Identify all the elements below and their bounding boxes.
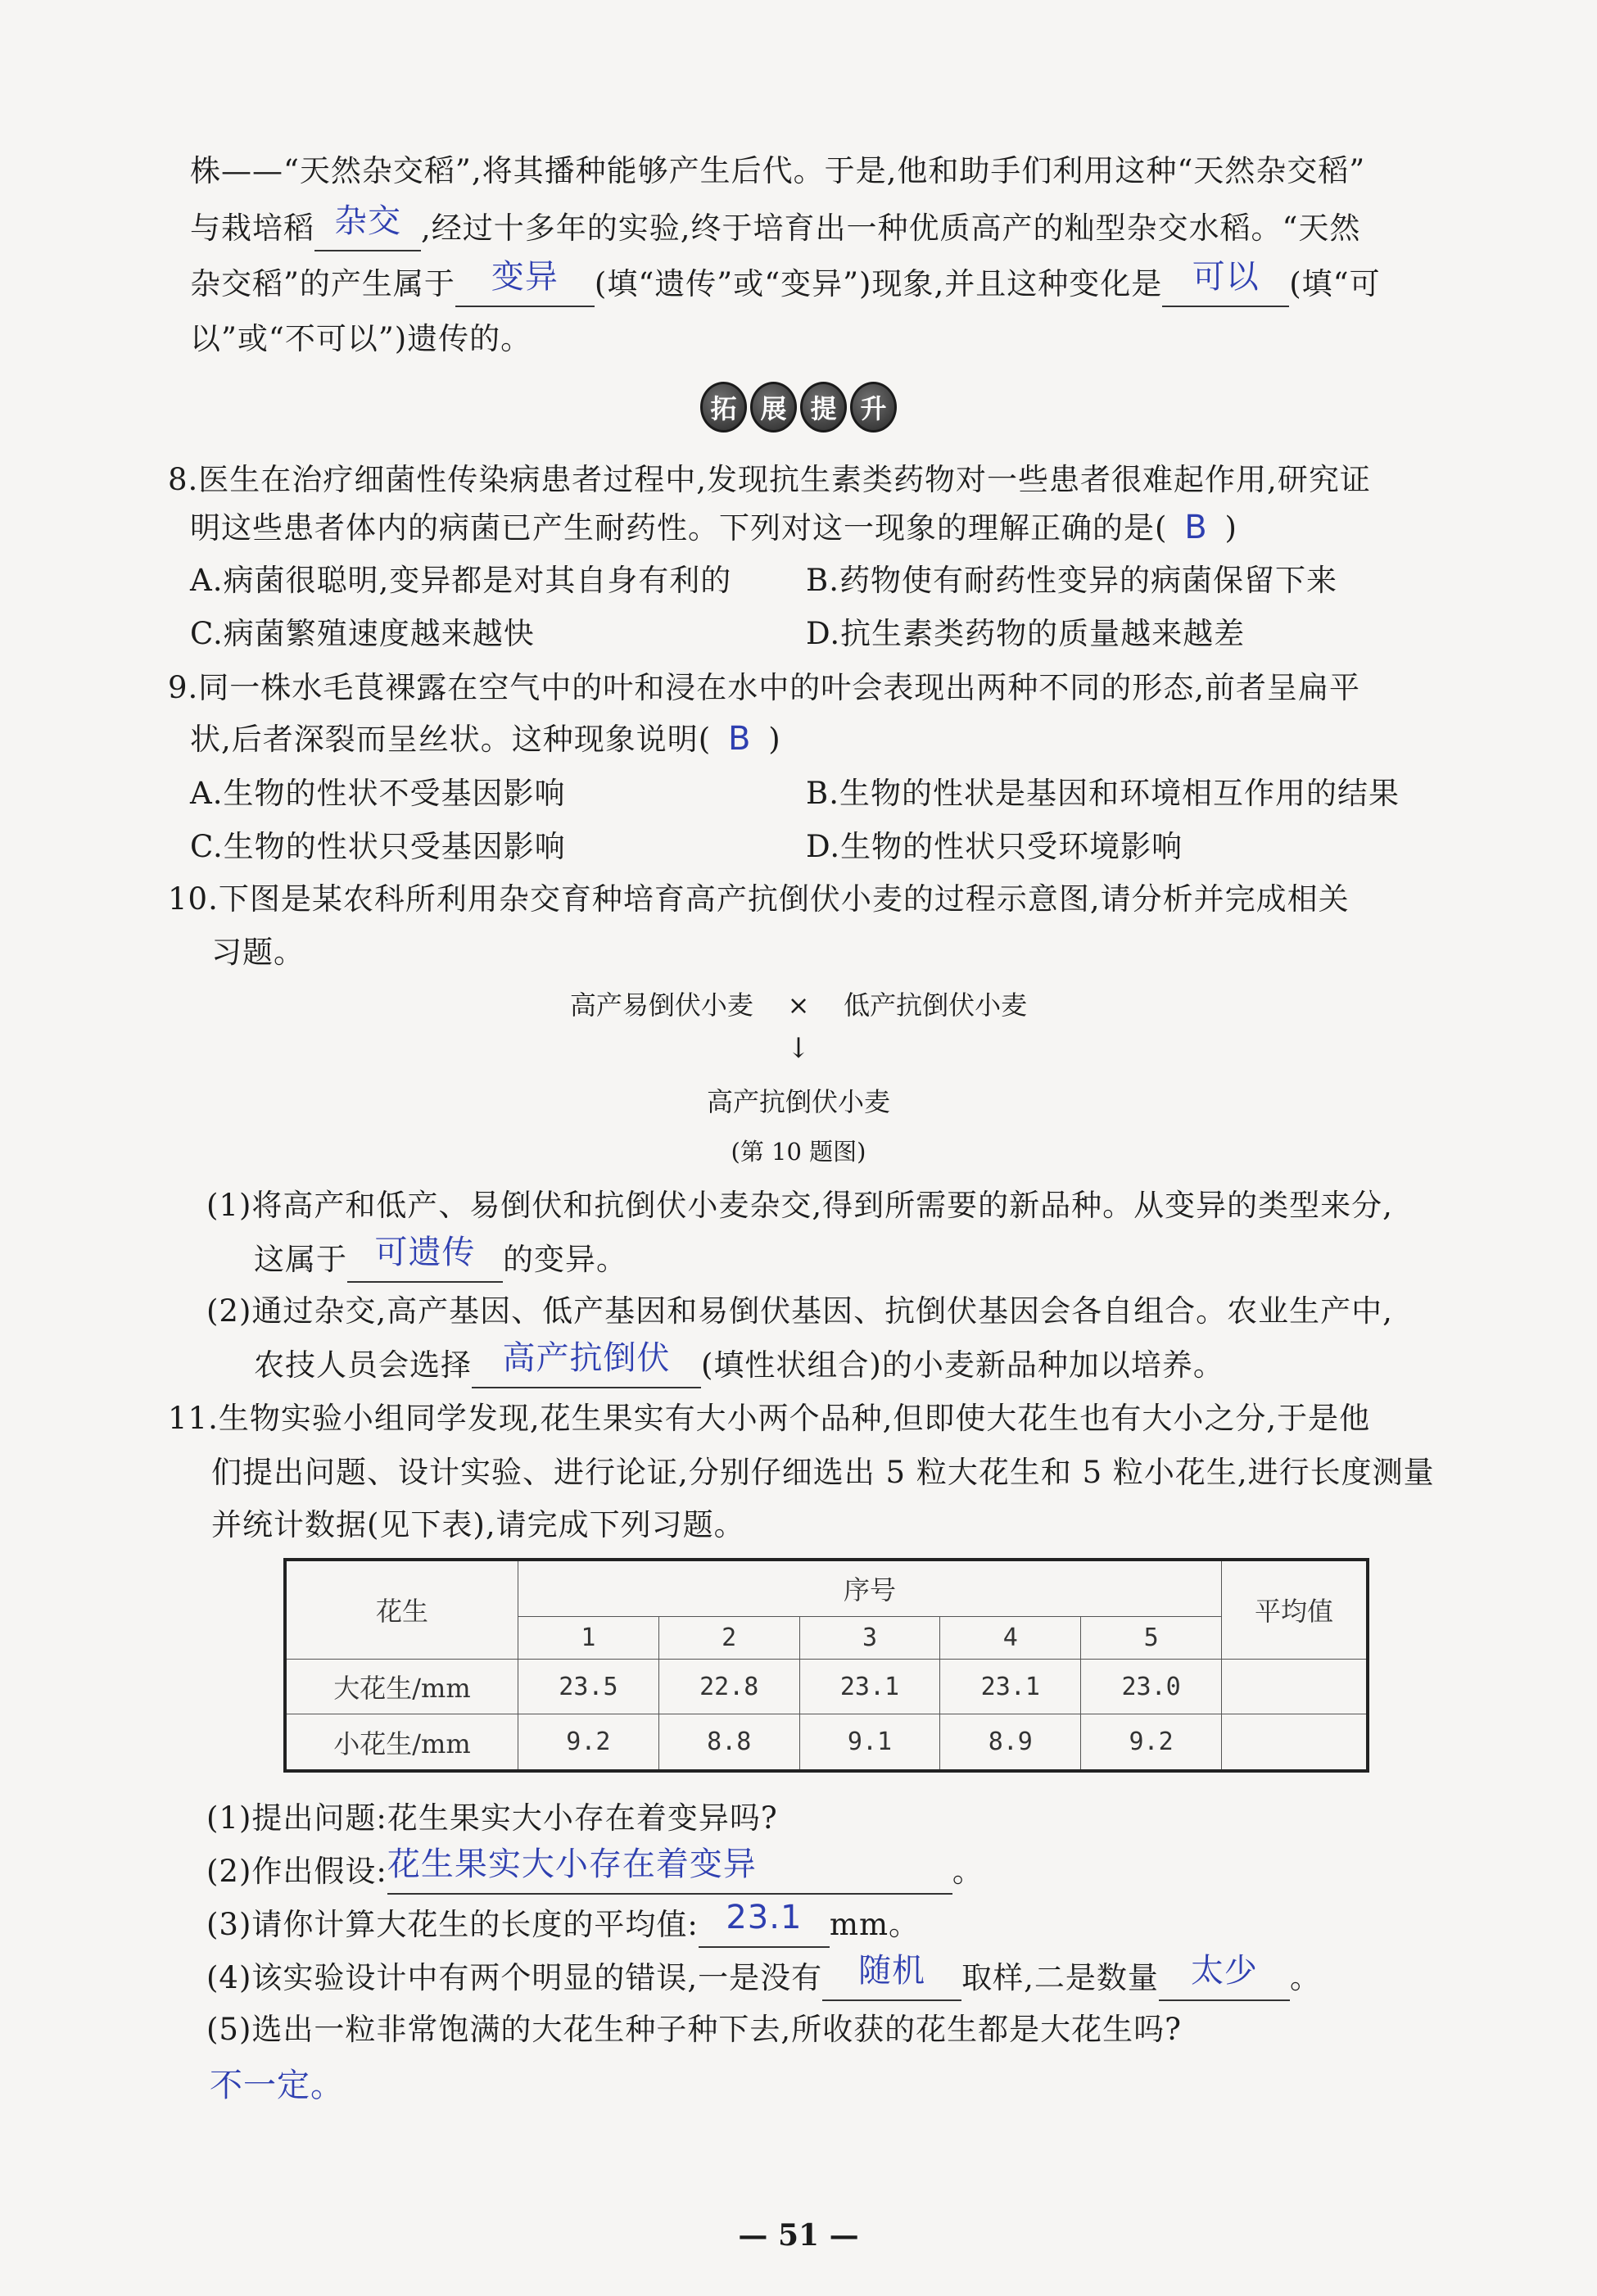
q11-text: 。 [1289, 1960, 1321, 1995]
banner-char: 展 [750, 382, 797, 432]
q8-stem-1: 8.医生在治疗细菌性传染病患者过程中,发现抗生素类药物对一些患者很难起作用,研究证 [168, 462, 1371, 497]
section-banner [700, 382, 897, 436]
q8-option-d[interactable]: D.抗生素类药物的质量越来越差 [806, 616, 1246, 651]
q8-answer[interactable]: B [1184, 509, 1208, 546]
intro-line-4: 以”或“不可以”)遗传的。 [190, 321, 532, 356]
index-cell: 3 [799, 1616, 940, 1659]
q10-text: 这属于 [254, 1242, 347, 1277]
answer-blank[interactable] [455, 258, 595, 307]
value-cell: 23.1 [940, 1659, 1081, 1714]
header-index: 序号 [518, 1560, 1222, 1616]
q10-part2-line2 [254, 1339, 1224, 1388]
q9-stem-2 [190, 718, 781, 761]
row-label: 小花生/mm [285, 1714, 518, 1771]
value-cell: 8.8 [658, 1714, 799, 1771]
header-peanut: 花生 [285, 1560, 518, 1659]
handwritten-answer: 高产抗倒伏 [502, 1339, 671, 1377]
q9-option-b[interactable]: B.生物的性状是基因和环境相互作用的结果 [806, 776, 1400, 811]
average-cell[interactable] [1222, 1714, 1369, 1771]
q10-text: (填性状组合)的小麦新品种加以培养。 [701, 1347, 1224, 1383]
figure-caption: (第 10 题图) [731, 1138, 866, 1166]
banner-char: 拓 [700, 382, 747, 432]
q9-option-a[interactable]: A.生物的性状不受基因影响 [190, 776, 566, 811]
banner-char: 提 [800, 382, 847, 432]
q11-text: mm。 [829, 1907, 921, 1942]
q11-stem-2: 们提出问题、设计实验、进行论证,分别仔细选出 5 粒大花生和 5 粒小花生,进行长度测量 [211, 1455, 1435, 1490]
q10-text: 的变异。 [503, 1242, 627, 1277]
answer-blank[interactable] [314, 202, 421, 251]
q8-text: 明这些患者体内的病菌已产生耐药性。下列对这一现象的理解正确的是( [190, 510, 1168, 546]
down-arrow-icon: ↓ [786, 1032, 811, 1065]
q9-text: ) [768, 722, 781, 757]
handwritten-answer: 花生果实大小存在着变异 [387, 1845, 757, 1883]
table-row [285, 1659, 1368, 1714]
q11-text: 。 [952, 1854, 984, 1889]
handwritten-answer: 可遗传 [374, 1234, 476, 1271]
q11-part5: (5)选出一粒非常饱满的大花生种子种下去,所收获的花生都是大花生吗? [206, 2012, 1183, 2047]
handwritten-answer: 太少 [1190, 1952, 1258, 1990]
q11-part1: (1)提出问题:花生果实大小存在着变异吗? [206, 1800, 778, 1836]
q11-stem-3: 并统计数据(见下表),请完成下列习题。 [211, 1507, 745, 1542]
answer-blank[interactable] [347, 1234, 503, 1283]
q10-part2-line1: (2)通过杂交,高产基因、低产基因和易倒伏基因、抗倒伏基因会各自组合。农业生产中, [206, 1293, 1393, 1329]
header-average: 平均值 [1222, 1560, 1369, 1659]
handwritten-answer: 可以 [1192, 258, 1260, 296]
intro-text: 与栽培稻 [190, 211, 314, 246]
answer-blank[interactable] [1159, 1952, 1290, 2001]
q10-part1-line2 [254, 1234, 627, 1283]
index-cell: 4 [940, 1616, 1081, 1659]
index-cell: 5 [1081, 1616, 1222, 1659]
banner-char: 升 [850, 382, 897, 432]
offspring-label: 高产抗倒伏小麦 [706, 1086, 890, 1117]
value-cell: 22.8 [658, 1659, 799, 1714]
q8-option-c[interactable]: C.病菌繁殖速度越来越快 [190, 616, 535, 651]
value-cell: 9.2 [518, 1714, 659, 1771]
answer-blank[interactable] [699, 1899, 830, 1948]
intro-line-3 [190, 258, 1381, 307]
q11-text: (2)作出假设: [206, 1854, 387, 1889]
q10-stem-1: 10.下图是某农科所利用杂交育种培育高产抗倒伏小麦的过程示意图,请分析并完成相关 [168, 881, 1350, 917]
answer-blank[interactable] [822, 1952, 961, 2001]
intro-text: (填“遗传”或“变异”)现象,并且这种变化是 [594, 266, 1163, 301]
intro-text: 杂交稻”的产生属于 [190, 266, 455, 301]
q9-answer[interactable]: B [727, 720, 752, 758]
q10-part1-line1: (1)将高产和低产、易倒伏和抗倒伏小麦杂交,得到所需要的新品种。从变异的类型来分, [206, 1188, 1393, 1223]
value-cell: 23.1 [799, 1659, 940, 1714]
q10-stem-2: 习题。 [211, 935, 305, 970]
q11-stem-1: 11.生物实验小组同学发现,花生果实有大小两个品种,但即使大花生也有大小之分,于是他 [168, 1401, 1371, 1436]
table-row [285, 1714, 1368, 1771]
q9-stem-1: 9.同一株水毛茛裸露在空气中的叶和浸在水中的叶会表现出两种不同的形态,前者呈扁平 [168, 670, 1361, 705]
intro-text: ,经过十多年的实验,终于培育出一种优质高产的籼型杂交水稻。“天然 [421, 211, 1361, 246]
breeding-diagram [0, 985, 1597, 1022]
q9-option-d[interactable]: D.生物的性状只受环境影响 [806, 829, 1183, 864]
value-cell: 9.1 [799, 1714, 940, 1771]
q11-text: 取样,二是数量 [961, 1960, 1159, 1995]
q9-option-c[interactable]: C.生物的性状只受基因影响 [190, 829, 566, 864]
value-cell: 8.9 [940, 1714, 1081, 1771]
q11-part3 [206, 1899, 921, 1948]
intro-line-1: 株——“天然杂交稻”,将其播种能够产生后代。于是,他和助手们利用这种“天然杂交稻” [190, 153, 1366, 188]
q11-part2 [206, 1845, 984, 1895]
index-cell: 1 [518, 1616, 659, 1659]
average-cell[interactable] [1222, 1659, 1369, 1714]
q11-part5-answer[interactable]: 不一定。 [210, 2067, 344, 2104]
intro-line-2 [190, 202, 1361, 251]
index-cell: 2 [658, 1616, 799, 1659]
intro-text: (填“可 [1289, 266, 1381, 301]
parent-high-yield: 高产易倒伏小麦 [569, 989, 753, 1021]
q8-option-a[interactable]: A.病菌很聪明,变异都是对其自身有利的 [190, 563, 732, 598]
handwritten-answer: 杂交 [334, 202, 401, 240]
handwritten-answer: 变异 [491, 258, 559, 296]
q10-text: 农技人员会选择 [254, 1347, 472, 1383]
cross-symbol: × [787, 989, 810, 1021]
row-label: 大花生/mm [285, 1659, 518, 1714]
q11-part4 [206, 1952, 1321, 2001]
parent-low-yield: 低产抗倒伏小麦 [844, 989, 1028, 1021]
q11-text: (3)请你计算大花生的长度的平均值: [206, 1907, 699, 1942]
q9-text: 状,后者深裂而呈丝状。这种现象说明( [190, 722, 712, 757]
handwritten-answer: 23.1 [726, 1899, 803, 1936]
page-number: — 51 — [738, 2218, 859, 2253]
q8-text: ) [1224, 510, 1237, 546]
handwritten-answer: 随机 [858, 1952, 926, 1990]
q8-option-b[interactable]: B.药物使有耐药性变异的病菌保留下来 [806, 563, 1337, 598]
peanut-length-table [283, 1558, 1369, 1773]
answer-blank[interactable] [472, 1339, 701, 1388]
q8-stem-2 [190, 506, 1237, 550]
value-cell: 23.5 [518, 1659, 659, 1714]
q11-text: (4)该实验设计中有两个明显的错误,一是没有 [206, 1960, 823, 1995]
answer-blank[interactable] [387, 1845, 952, 1895]
value-cell: 9.2 [1081, 1714, 1222, 1771]
answer-blank[interactable] [1162, 258, 1289, 307]
value-cell: 23.0 [1081, 1659, 1222, 1714]
